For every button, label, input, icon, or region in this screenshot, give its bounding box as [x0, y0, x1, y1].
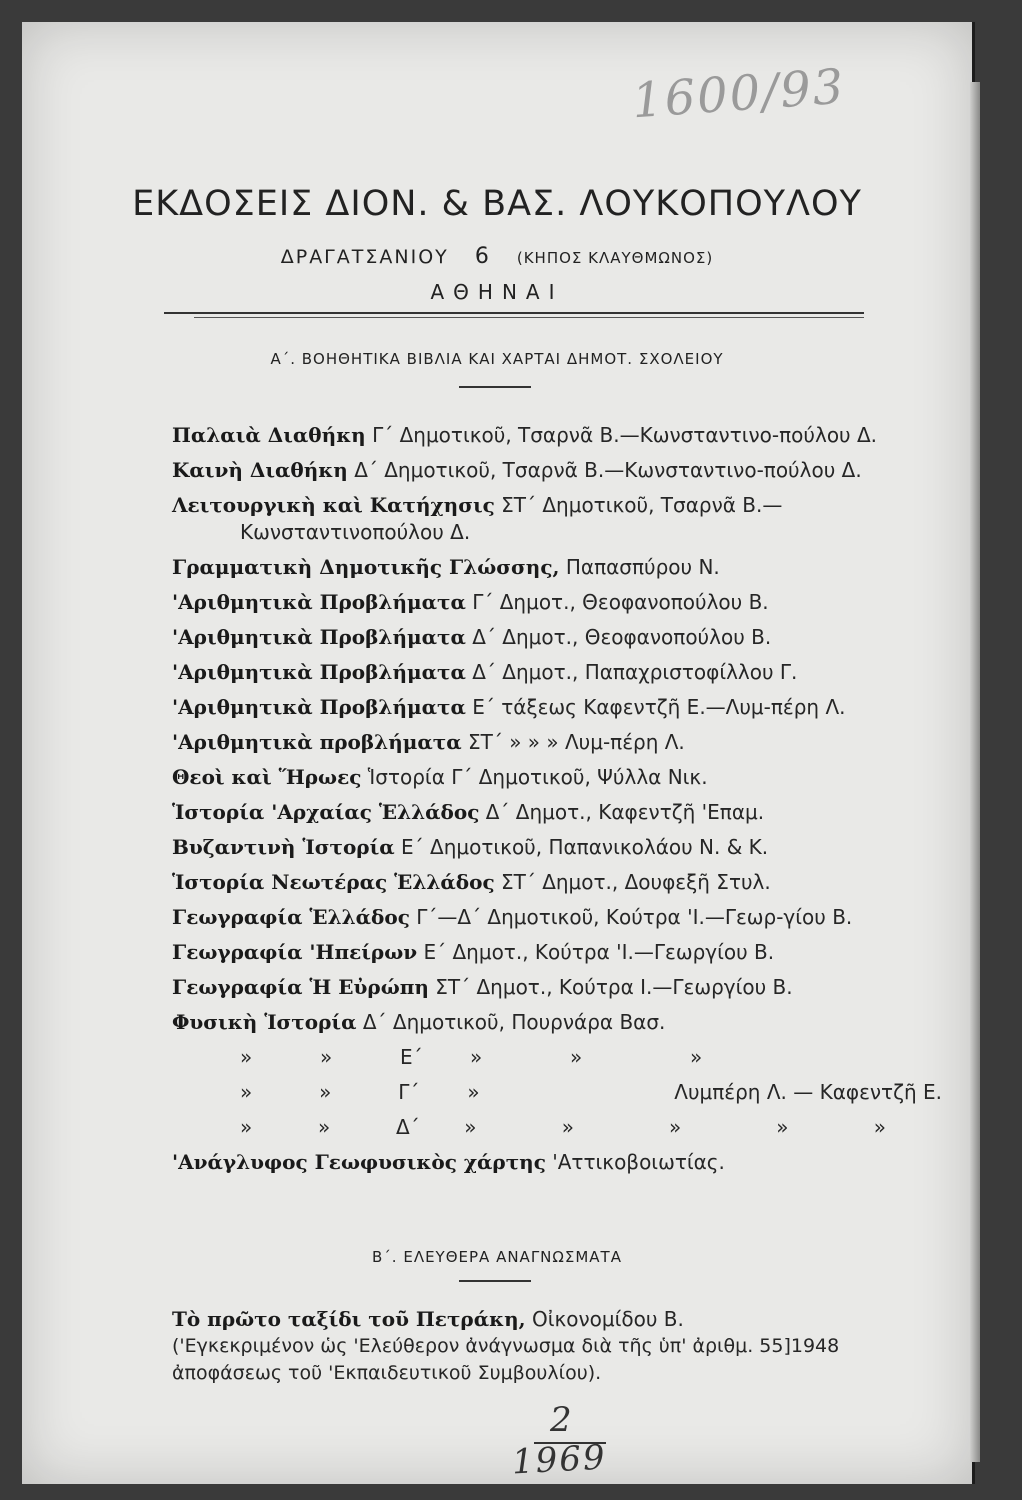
- list-item: [172, 764, 942, 791]
- entry-title: Τὸ πρῶτο ταξίδι τοῦ Πετράκη,: [172, 1307, 526, 1331]
- entry-details: Οἰκονομίδου Β.: [525, 1307, 684, 1331]
- entry-title: Γεωγραφία 'Ηπείρων: [172, 940, 418, 964]
- entry-details: ΣΤ΄ Δημοτικοῦ, Τσαρνᾶ Β.—Κωνσταντινοπούλου Δ.: [240, 493, 783, 544]
- ditto-cell: Γ΄: [398, 1080, 420, 1104]
- entry-title: Βυζαντινὴ Ἱστορία: [172, 835, 395, 859]
- entry-title: Παλαιὰ Διαθήκη: [172, 423, 366, 447]
- list-item: [172, 554, 942, 581]
- entry-details: Δ΄ Δημοτικοῦ, Τσαρνᾶ Β.—Κωνσταντινο-πούλου Δ.: [347, 458, 862, 482]
- publisher-address: [22, 244, 972, 269]
- list-item: [172, 1009, 942, 1036]
- entry-details: Ε΄ τάξεως Καφεντζῆ Ε.—Λυμ-πέρη Λ.: [465, 695, 846, 719]
- entry-title: Γραμματικὴ Δημοτικῆς Γλώσσης,: [172, 555, 560, 579]
- entry-details: Δ΄ Δημοτ., Παπαχριστοφίλλου Γ.: [465, 660, 798, 684]
- book-back-cover: [22, 22, 975, 1484]
- entry-details: Ε΄ Δημοτ., Κούτρα 'Ι.—Γεωργίου Β.: [417, 940, 775, 964]
- entry-details: Ε΄ Δημοτικοῦ, Παπανικολάου Ν. & Κ.: [394, 835, 769, 859]
- entry-title: Καινὴ Διαθήκη: [172, 458, 348, 482]
- list-item: [172, 694, 942, 721]
- ditto-cell: »: [776, 1115, 789, 1139]
- ditto-cell: »: [690, 1045, 703, 1069]
- entry-title: Φυσικὴ Ἱστορία: [172, 1010, 357, 1034]
- ditto-cell: »: [561, 1115, 574, 1139]
- section-a-list: [172, 422, 942, 1184]
- entry-title: Ἱστορία 'Αρχαίας Ἑλλάδος: [172, 800, 480, 824]
- entry-details: Δ΄ Δημοτικοῦ, Πουρνάρα Βασ.: [356, 1010, 666, 1034]
- publisher-name: ΕΚΔΟΣΕΙΣ ΔΙΟΝ. & ΒΑΣ. ΛΟΥΚΟΠΟΥΛΟΥ: [132, 184, 862, 224]
- list-item: [172, 939, 942, 966]
- entry-title: 'Αριθμητικὰ Προβλήματα: [172, 695, 466, 719]
- list-item: [172, 729, 942, 756]
- list-item: [172, 834, 942, 861]
- entry-title: Γεωγραφία Ἡ Εὐρώπη: [172, 975, 429, 999]
- entry-details: Γ΄ Δημοτικοῦ, Τσαρνᾶ Β.—Κωνσταντινο-πούλου Δ.: [365, 423, 878, 447]
- section-b-heading: Β΄. ΕΛΕΥΘΕΡΑ ΑΝΑΓΝΩΣΜΑΤΑ: [372, 1248, 622, 1266]
- entry-details: ΣΤ΄ » » » Λυμ-πέρη Λ.: [461, 730, 685, 754]
- ditto-cell: »: [240, 1080, 253, 1104]
- entry-details: Ἱστορία Γ΄ Δημοτικοῦ, Ψύλλα Νικ.: [361, 765, 708, 789]
- list-item: [172, 799, 942, 826]
- street-note: (ΚΗΠΟΣ ΚΛΑΥΘΜΩΝΟΣ): [516, 249, 714, 267]
- ditto-cell: Δ΄: [396, 1115, 420, 1139]
- approval-note: ('Εγκεκριμένον ὡς 'Ελεύθερον ἀνάγνωσμα διὰ τῆς ὑπ' ἀριθμ. 55]1948 ἀποφάσεως τοῦ 'Εκπαιδευτικοῦ Συμβουλίου).: [172, 1335, 840, 1384]
- ditto-cell: Ε΄: [400, 1045, 423, 1069]
- handwritten-catalog-number: 1600/93: [630, 58, 848, 130]
- section-b-list: [172, 1306, 942, 1387]
- publisher-city: ΑΘΗΝΑΙ: [430, 280, 564, 304]
- ditto-row: [172, 1114, 942, 1141]
- list-item: [172, 624, 942, 651]
- entry-title: 'Αριθμητικὰ προβλήματα: [172, 730, 462, 754]
- ditto-cell: »: [320, 1045, 333, 1069]
- list-item: [172, 492, 942, 546]
- entry-title: Θεοὶ καὶ Ἥρωες: [172, 765, 362, 789]
- entry-title: Γεωγραφία Ἑλλάδος: [172, 905, 410, 929]
- entry-details: ΣΤ΄ Δημοτ., Δουφεξῆ Στυλ.: [494, 870, 771, 894]
- ditto-cell: »: [570, 1045, 583, 1069]
- entry-title: 'Αριθμητικὰ Προβλήματα: [172, 625, 466, 649]
- entry-title: 'Ανάγλυφος Γεωφυσικὸς χάρτης: [172, 1150, 546, 1174]
- street-name: ΔΡΑΓΑΤΣΑΝΙΟΥ: [280, 246, 449, 268]
- list-item: [172, 974, 942, 1001]
- ditto-cell: »: [470, 1045, 483, 1069]
- ditto-cell: »: [318, 1115, 331, 1139]
- section-a-heading: Α΄. ΒΟΗΘΗΤΙΚΑ ΒΙΒΛΙΑ ΚΑΙ ΧΑΡΤΑΙ ΔΗΜΟΤ. ΣΧΟΛΕΙΟΥ: [270, 350, 724, 368]
- handwritten-number: 2: [550, 1400, 574, 1440]
- entry-title: Ἱστορία Νεωτέρας Ἑλλάδος: [172, 870, 495, 894]
- ditto-cell: »: [669, 1115, 682, 1139]
- list-item: [172, 1306, 942, 1333]
- handwritten-year: 1969: [511, 1437, 608, 1483]
- entry-title: 'Αριθμητικὰ Προβλήματα: [172, 590, 466, 614]
- entry-details: Γ΄—Δ΄ Δημοτικοῦ, Κούτρα 'Ι.—Γεωρ-γίου Β.: [409, 905, 853, 929]
- entry-details: Παπασπύρου Ν.: [559, 555, 720, 579]
- ditto-cell: »: [319, 1080, 332, 1104]
- ditto-cell: »: [873, 1115, 886, 1139]
- section-a-divider: [459, 386, 531, 388]
- list-item: [172, 422, 942, 449]
- entry-details: 'Αττικοβοιωτίας.: [545, 1150, 725, 1174]
- ditto-row: [172, 1044, 942, 1071]
- entry-details: Δ΄ Δημοτ., Καφεντζῆ 'Επαμ.: [479, 800, 765, 824]
- ditto-row: [172, 1079, 942, 1106]
- ditto-cell: »: [464, 1115, 477, 1139]
- list-item: [172, 869, 942, 896]
- entry-details: Δ΄ Δημοτ., Θεοφανοπούλου Β.: [465, 625, 772, 649]
- section-b-divider: [459, 1280, 531, 1282]
- street-number: 6: [474, 244, 491, 269]
- ditto-cell: Λυμπέρη Λ. — Καφεντζῆ Ε.: [674, 1080, 942, 1104]
- entry-title: 'Αριθμητικὰ Προβλήματα: [172, 660, 466, 684]
- entry-details: Γ΄ Δημοτ., Θεοφανοπούλου Β.: [465, 590, 769, 614]
- entry-title: Λειτουργικὴ καὶ Κατήχησις: [172, 493, 495, 517]
- ditto-cell: »: [240, 1045, 253, 1069]
- list-item: [172, 457, 942, 484]
- list-item: [172, 589, 942, 616]
- header-rule-thin: [194, 317, 864, 318]
- ditto-cell: »: [240, 1115, 253, 1139]
- list-item-last: [172, 1149, 942, 1176]
- header-rule: [164, 312, 864, 314]
- entry-details: ΣΤ΄ Δημοτ., Κούτρα Ι.—Γεωργίου Β.: [428, 975, 793, 999]
- list-item: [172, 904, 942, 931]
- ditto-cell: »: [467, 1080, 480, 1104]
- list-item: [172, 659, 942, 686]
